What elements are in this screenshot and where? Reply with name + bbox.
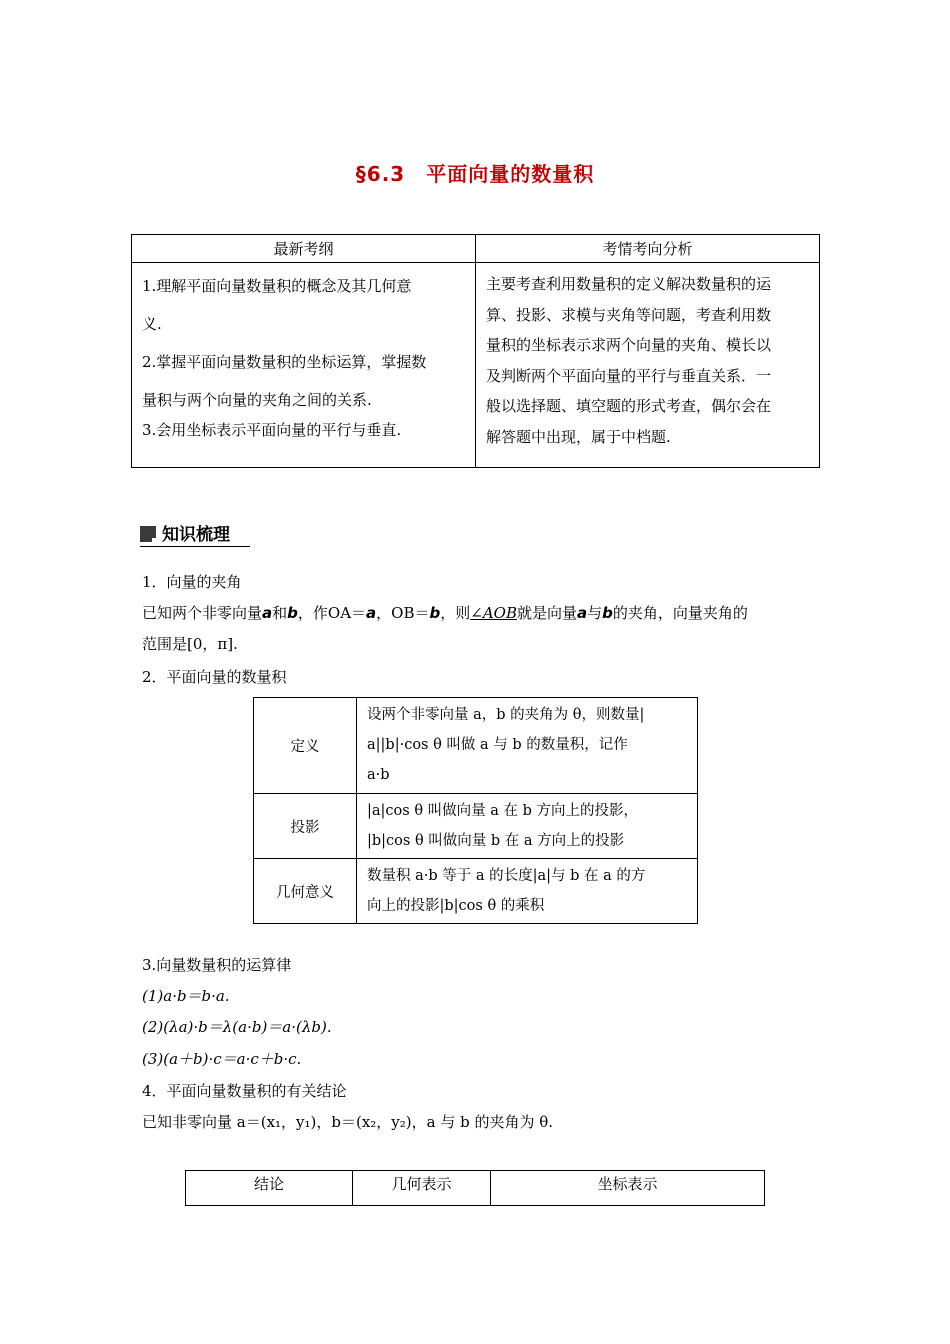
row-line: |b|cos θ 叫做向量 b 在 a 方向上的投影 [367, 833, 625, 849]
requirement-line: 量积与两个向量的夹角之间的关系. [142, 391, 372, 409]
analysis-line: 及判断两个平面向量的平行与垂直关系．一 [486, 366, 772, 385]
row-line: 向上的投影|b|cos θ 的乘积 [367, 898, 545, 914]
law-line: (3)(a＋b)·c＝a·c＋b·c. [142, 1050, 302, 1068]
section-label: 知识梳理 [162, 525, 230, 545]
given-vectors-line: 已知非零向量 a＝(x₁，y₁)，b＝(x₂，y₂)，a 与 b 的夹角为 θ. [142, 1113, 554, 1131]
requirement-line: 3.会用坐标表示平面向量的平行与垂直. [142, 421, 402, 439]
heading-dot-product: 2．平面向量的数量积 [142, 668, 287, 686]
heading-conclusions: 4．平面向量数量积的有关结论 [142, 1082, 347, 1100]
analysis-line: 解答题中出现，属于中档题. [486, 427, 671, 446]
analysis-cell [476, 263, 820, 468]
row-value [357, 859, 698, 924]
conclusion-table [185, 1170, 765, 1206]
angle-range-line: 范围是[0，π]. [142, 635, 238, 653]
row-line: |a|cos θ 叫做向量 a 在 b 方向上的投影， [367, 803, 639, 819]
law-line: (1)a·b＝b·a. [142, 987, 230, 1005]
row-value [357, 794, 698, 859]
analysis-line: 般以选择题、填空题的形式考查，偶尔会在 [486, 397, 772, 415]
page-title: §6.3 平面向量的数量积 [355, 162, 595, 186]
analysis-line: 算、投影、求模与夹角等问题，考查利用数 [486, 305, 772, 324]
row-key: 投影 [254, 794, 357, 859]
row-line: 设两个非零向量 a，b 的夹角为 θ，则数量| [367, 707, 645, 723]
header-analysis: 考情考向分析 [476, 235, 820, 263]
row-key: 几何意义 [254, 859, 357, 924]
analysis-line: 量积的坐标表示求两个向量的夹角、模长以 [486, 336, 772, 354]
law-line: (2)(λa)·b＝λ(a·b)＝a·(λb). [142, 1018, 332, 1036]
row-value [357, 698, 698, 794]
row-line: a||b|·cos θ 叫做 a 与 b 的数量积，记作 [367, 737, 628, 753]
heading-laws: 3.向量数量积的运算律 [142, 956, 292, 974]
section-underline [140, 546, 250, 547]
header-coordinate: 坐标表示 [491, 1171, 765, 1206]
analysis-line: 主要考查利用数量积的定义解决数量积的运 [486, 275, 772, 293]
requirements-cell [132, 263, 476, 468]
syllabus-table [131, 234, 820, 468]
requirement-line: 义. [142, 315, 162, 333]
section-heading [140, 520, 230, 545]
row-line: a·b [367, 767, 390, 783]
angle-definition-line: 已知两个非零向量a和b，作OA＝a，OB＝b，则∠AOB就是向量a与b的夹角，向量夹角的 [142, 604, 748, 622]
section-square-icon [140, 526, 156, 542]
requirement-line: 1.理解平面向量数量积的概念及其几何意 [142, 277, 412, 295]
row-key: 定义 [254, 698, 357, 794]
header-syllabus: 最新考纲 [132, 235, 476, 263]
definition-table [253, 697, 698, 924]
header-conclusion: 结论 [186, 1171, 353, 1206]
requirement-line: 2.掌握平面向量数量积的坐标运算，掌握数 [142, 353, 427, 371]
row-line: 数量积 a·b 等于 a 的长度|a|与 b 在 a 的方 [367, 868, 646, 884]
header-geometric: 几何表示 [353, 1171, 491, 1206]
heading-angle: 1．向量的夹角 [142, 573, 242, 591]
